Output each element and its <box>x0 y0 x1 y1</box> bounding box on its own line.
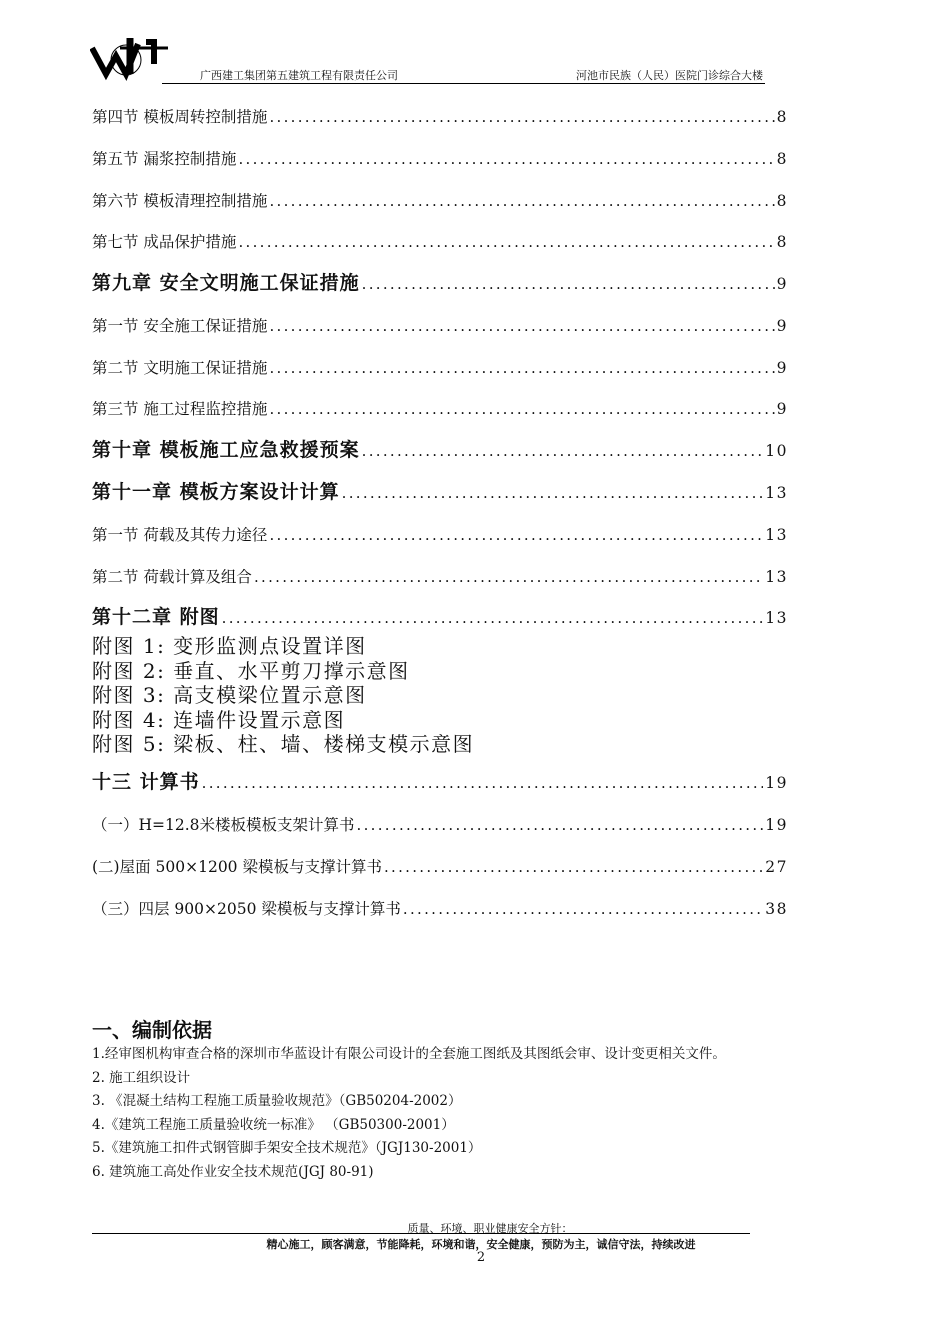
toc-chapter-entry[interactable] <box>92 602 788 632</box>
toc-entry[interactable] <box>92 189 788 215</box>
toc-entry-title: (二)屋面 500×1200 梁模板与支撑计算书 <box>92 858 382 876</box>
toc-chapter-title: 第九章 安全文明施工保证措施 <box>92 272 360 294</box>
toc-leader-dots <box>384 858 763 876</box>
toc-chapter-title: 第十章 模板施工应急救援预案 <box>92 439 360 461</box>
toc-entry-page: 13 <box>765 568 788 586</box>
toc-entry[interactable] <box>92 356 788 382</box>
header-rule <box>162 83 765 84</box>
toc-chapter-entry[interactable] <box>92 268 788 298</box>
toc-leader-dots <box>269 108 774 126</box>
toc-entry-title: 第四节 模板周转控制措施 <box>92 108 268 126</box>
toc-entry[interactable] <box>92 523 788 549</box>
toc-entry[interactable] <box>92 565 788 591</box>
section-heading: 一、编制依据 <box>92 1018 212 1042</box>
page-header <box>90 30 765 85</box>
toc-entry-title: 第五节 漏浆控制措施 <box>92 150 237 168</box>
toc-entry-title: 第七节 成品保护措施 <box>92 233 237 251</box>
figure-item: 附图 1: 变形监测点设置详图 <box>92 634 367 658</box>
header-project-name: 河池市民族（人民）医院门诊综合大楼 <box>576 69 763 82</box>
page-number: 2 <box>476 1250 486 1265</box>
header-company-name: 广西建工集团第五建筑工程有限责任公司 <box>200 69 398 82</box>
toc-chapter-title: 第十一章 模板方案设计计算 <box>92 481 340 503</box>
toc-leader-dots <box>269 317 774 335</box>
figure-list <box>92 634 474 757</box>
toc-entry-page: 10 <box>765 442 788 460</box>
toc-leader-dots <box>269 400 774 418</box>
toc-entry-title: 第二节 荷载计算及组合 <box>92 568 252 586</box>
toc-leader-dots <box>254 568 763 586</box>
toc-entry-page: 19 <box>765 816 788 834</box>
toc-leader-dots <box>269 526 763 544</box>
figure-item: 附图 4: 连墙件设置示意图 <box>92 707 346 732</box>
toc-entry-page: 19 <box>765 774 788 792</box>
toc-entry-page: 8 <box>776 108 788 126</box>
toc-calc-entry[interactable] <box>92 855 788 881</box>
basis-item: 4.《建筑工程施工质量验收统一标准》 （GB50300-2001） <box>92 1116 455 1133</box>
toc-leader-dots <box>222 609 764 627</box>
toc-calc-entry[interactable] <box>92 813 788 839</box>
figure-item: 附图 3: 高支模梁位置示意图 <box>92 683 367 707</box>
basis-item: 5.《建筑施工扣件式钢管脚手架安全技术规范》（JGJ130-2001） <box>92 1140 482 1156</box>
toc-entry-title: 第六节 模板清理控制措施 <box>92 192 268 210</box>
basis-item: 6. 建筑施工高处作业安全技术规范(JGJ 80-91) <box>92 1163 374 1180</box>
toc-entry[interactable] <box>92 314 788 340</box>
toc-entry-page: 27 <box>765 858 788 876</box>
toc-entry-title: （三）四层 900×2050 梁模板与支撑计算书 <box>92 900 401 918</box>
footer-policy-title: 质量、环境、职业健康安全方针： <box>407 1222 573 1235</box>
toc-entry-page: 8 <box>776 150 788 168</box>
toc-entry-page: 9 <box>776 359 788 377</box>
toc-chapter-entry[interactable] <box>92 767 788 797</box>
toc-entry-page: 13 <box>765 609 788 627</box>
toc-leader-dots <box>362 275 775 293</box>
toc-chapter-title: 第十二章 附图 <box>92 606 220 628</box>
footer-policy-text: 精心施工，顾客满意，节能降耗，环境和谐，安全健康，预防为主，诚信守法，持续改进 <box>266 1238 696 1251</box>
toc-chapter-entry[interactable] <box>92 477 788 507</box>
toc-entry-page: 8 <box>776 233 788 251</box>
basis-item: 2. 施工组织设计 <box>92 1069 191 1086</box>
toc-leader-dots <box>238 233 774 251</box>
toc-leader-dots <box>357 816 764 834</box>
toc-leader-dots <box>362 442 764 460</box>
basis-item: 3. 《混凝土结构工程施工质量验收规范》（GB50204-2002） <box>92 1093 462 1109</box>
toc-entry[interactable] <box>92 105 788 131</box>
toc-entry-page: 9 <box>776 275 788 293</box>
footer-rule <box>92 1233 750 1234</box>
toc-entry-title: 第一节 安全施工保证措施 <box>92 317 268 335</box>
toc-entry-page: 9 <box>776 317 788 335</box>
toc-entry[interactable] <box>92 230 788 256</box>
toc-leader-dots <box>342 484 764 502</box>
toc-entry-page: 13 <box>765 526 788 544</box>
toc-leader-dots <box>238 150 774 168</box>
toc-entry-page: 13 <box>765 484 788 502</box>
toc-entry-page: 8 <box>776 192 788 210</box>
toc-chapter-entry[interactable] <box>92 435 788 465</box>
toc-entry-title: 第二节 文明施工保证措施 <box>92 359 268 377</box>
toc-calc-entry[interactable] <box>92 897 788 923</box>
figure-item: 附图 2: 垂直、水平剪刀撑示意图 <box>92 658 410 683</box>
figure-item: 附图 5: 梁板、柱、墙、楼梯支模示意图 <box>92 732 475 756</box>
toc-entry-title: 第一节 荷载及其传力途径 <box>92 526 268 544</box>
toc-leader-dots <box>202 774 764 792</box>
toc-chapter-title: 十三 计算书 <box>92 771 200 793</box>
toc-entry-page: 38 <box>765 900 788 918</box>
toc-leader-dots <box>269 359 774 377</box>
toc-entry[interactable] <box>92 147 788 173</box>
toc-leader-dots <box>403 900 763 918</box>
company-logo-icon <box>90 34 170 84</box>
toc-entry[interactable] <box>92 397 788 423</box>
toc-leader-dots <box>269 192 774 210</box>
basis-list <box>92 1043 726 1184</box>
toc-entry-title: 第三节 施工过程监控措施 <box>92 400 268 418</box>
toc-entry-title: （一）H=12.8米楼板模板支架计算书 <box>92 816 355 834</box>
toc-entry-page: 9 <box>776 400 788 418</box>
basis-item: 1.经审图机构审查合格的深圳市华蓝设计有限公司设计的全套施工图纸及其图纸会审、设计变更相关文件。 <box>92 1046 726 1062</box>
